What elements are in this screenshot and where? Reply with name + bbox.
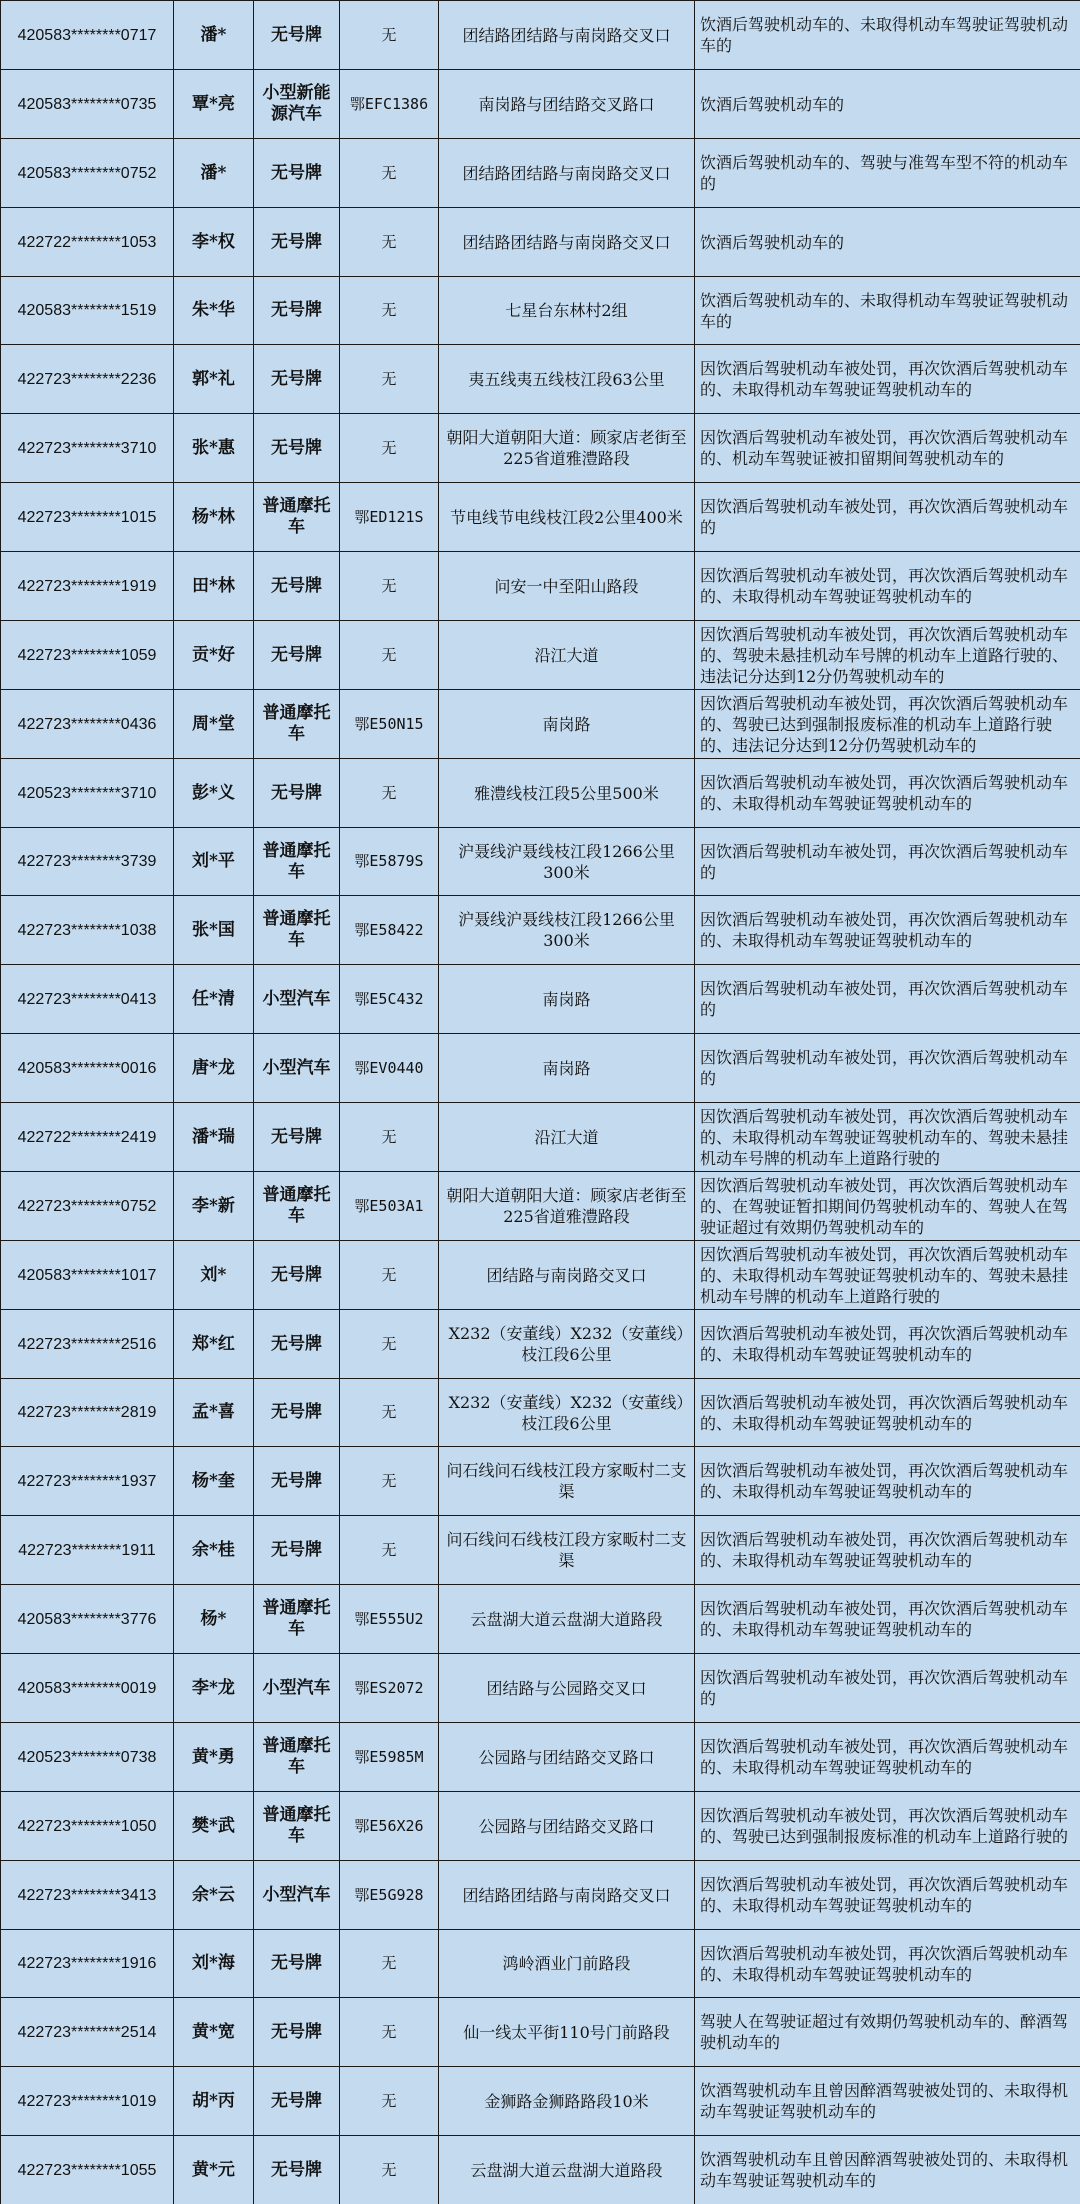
violation-cell: 因饮酒后驾驶机动车被处罚，再次饮酒后驾驶机动车的、未取得机动车驾驶证驾驶机动车的 xyxy=(695,552,1080,621)
vehicle-type-cell: 无号牌 xyxy=(254,1447,340,1516)
id-number-cell: 420523********0738 xyxy=(1,1723,174,1792)
table-row xyxy=(1,1241,1080,1310)
violation-cell: 因饮酒后驾驶机动车被处罚，再次饮酒后驾驶机动车的、机动车驾驶证被扣留期间驾驶机动车的 xyxy=(695,414,1080,483)
driver-name-cell: 胡*丙 xyxy=(174,2067,254,2136)
driver-name-cell: 潘* xyxy=(174,1,254,70)
location-cell: X232（安董线）X232（安董线）枝江段6公里 xyxy=(439,1310,695,1379)
plate-number-cell: 无 xyxy=(340,1,439,70)
vehicle-type-cell: 普通摩托车 xyxy=(254,896,340,965)
id-number-cell: 422723********1911 xyxy=(1,1516,174,1585)
driver-name-cell: 贡*好 xyxy=(174,621,254,690)
plate-number-cell: 鄂ED121S xyxy=(340,483,439,552)
vehicle-type-cell: 小型汽车 xyxy=(254,965,340,1034)
location-cell: 金狮路金狮路路段10米 xyxy=(439,2067,695,2136)
plate-number-cell: 无 xyxy=(340,759,439,828)
vehicle-type-cell: 小型汽车 xyxy=(254,1861,340,1930)
table-row xyxy=(1,1654,1080,1723)
violation-cell: 因饮酒后驾驶机动车被处罚，再次饮酒后驾驶机动车的、未取得机动车驾驶证驾驶机动车的 xyxy=(695,1585,1080,1654)
id-number-cell: 420583********3776 xyxy=(1,1585,174,1654)
driver-name-cell: 樊*武 xyxy=(174,1792,254,1861)
location-cell: 沪聂线沪聂线枝江段1266公里300米 xyxy=(439,896,695,965)
id-number-cell: 422723********2514 xyxy=(1,1998,174,2067)
id-number-cell: 422723********2819 xyxy=(1,1379,174,1447)
violation-cell: 饮酒后驾驶机动车的、未取得机动车驾驶证驾驶机动车的 xyxy=(695,277,1080,345)
violation-cell: 因饮酒后驾驶机动车被处罚，再次饮酒后驾驶机动车的、未取得机动车驾驶证驾驶机动车的 xyxy=(695,1447,1080,1516)
id-number-cell: 422723********1937 xyxy=(1,1447,174,1516)
vehicle-type-cell: 无号牌 xyxy=(254,1310,340,1379)
vehicle-type-cell: 小型新能源汽车 xyxy=(254,70,340,139)
driver-name-cell: 张*国 xyxy=(174,896,254,965)
location-cell: 团结路团结路与南岗路交叉口 xyxy=(439,1,695,70)
driver-name-cell: 周*堂 xyxy=(174,690,254,759)
id-number-cell: 422723********1019 xyxy=(1,2067,174,2136)
driver-name-cell: 李*新 xyxy=(174,1172,254,1241)
id-number-cell: 420583********0019 xyxy=(1,1654,174,1723)
violation-cell: 因饮酒后驾驶机动车被处罚，再次饮酒后驾驶机动车的、驾驶已达到强制报废标准的机动车上道路行驶的 xyxy=(695,1792,1080,1861)
plate-number-cell: 无 xyxy=(340,1241,439,1310)
vehicle-type-cell: 普通摩托车 xyxy=(254,1723,340,1792)
table-row xyxy=(1,1998,1080,2067)
location-cell: 团结路与公园路交叉口 xyxy=(439,1654,695,1723)
table-row xyxy=(1,139,1080,208)
vehicle-type-cell: 无号牌 xyxy=(254,1,340,70)
plate-number-cell: 无 xyxy=(340,2136,439,2204)
table-row xyxy=(1,1585,1080,1654)
location-cell: 雅澧线枝江段5公里500米 xyxy=(439,759,695,828)
table-row xyxy=(1,70,1080,139)
driver-name-cell: 刘*海 xyxy=(174,1930,254,1998)
table-row xyxy=(1,690,1080,759)
location-cell: 云盘湖大道云盘湖大道路段 xyxy=(439,2136,695,2204)
table-row xyxy=(1,1172,1080,1241)
vehicle-type-cell: 无号牌 xyxy=(254,2067,340,2136)
violation-cell: 因饮酒后驾驶机动车被处罚，再次饮酒后驾驶机动车的 xyxy=(695,1654,1080,1723)
table-row xyxy=(1,552,1080,621)
records-body xyxy=(1,1,1080,2204)
vehicle-type-cell: 无号牌 xyxy=(254,1516,340,1585)
table-row xyxy=(1,896,1080,965)
table-row xyxy=(1,1,1080,70)
plate-number-cell: 无 xyxy=(340,1998,439,2067)
location-cell: 问安一中至阳山路段 xyxy=(439,552,695,621)
violation-cell: 因饮酒后驾驶机动车被处罚，再次饮酒后驾驶机动车的 xyxy=(695,1034,1080,1103)
driver-name-cell: 覃*亮 xyxy=(174,70,254,139)
driver-name-cell: 黄*勇 xyxy=(174,1723,254,1792)
driver-name-cell: 余*云 xyxy=(174,1861,254,1930)
location-cell: 问石线问石线枝江段方家畈村二支渠 xyxy=(439,1516,695,1585)
vehicle-type-cell: 普通摩托车 xyxy=(254,1585,340,1654)
table-row xyxy=(1,1930,1080,1998)
table-row xyxy=(1,1447,1080,1516)
location-cell: 南岗路与团结路交叉路口 xyxy=(439,70,695,139)
driver-name-cell: 郭*礼 xyxy=(174,345,254,414)
vehicle-type-cell: 无号牌 xyxy=(254,2136,340,2204)
violation-cell: 饮酒驾驶机动车且曾因醉酒驾驶被处罚的、未取得机动车驾驶证驾驶机动车的 xyxy=(695,2067,1080,2136)
violation-cell: 因饮酒后驾驶机动车被处罚，再次饮酒后驾驶机动车的、驾驶未悬挂机动车号牌的机动车上道路行驶的、违法记分达到12分仍驾驶机动车的 xyxy=(695,621,1080,690)
location-cell: 南岗路 xyxy=(439,1034,695,1103)
location-cell: 南岗路 xyxy=(439,965,695,1034)
vehicle-type-cell: 无号牌 xyxy=(254,139,340,208)
violation-cell: 因饮酒后驾驶机动车被处罚，再次饮酒后驾驶机动车的、未取得机动车驾驶证驾驶机动车的、驾驶未悬挂机动车号牌的机动车上道路行驶的 xyxy=(695,1241,1080,1310)
plate-number-cell: 无 xyxy=(340,1516,439,1585)
violation-cell: 因饮酒后驾驶机动车被处罚，再次饮酒后驾驶机动车的、在驾驶证暂扣期间仍驾驶机动车的、驾驶人在驾驶证超过有效期仍驾驶机动车的 xyxy=(695,1172,1080,1241)
id-number-cell: 422722********1053 xyxy=(1,208,174,277)
driver-name-cell: 黄*宽 xyxy=(174,1998,254,2067)
driver-name-cell: 彭*义 xyxy=(174,759,254,828)
location-cell: 朝阳大道朝阳大道：顾家店老街至225省道雅澧路段 xyxy=(439,414,695,483)
vehicle-type-cell: 无号牌 xyxy=(254,1241,340,1310)
vehicle-type-cell: 无号牌 xyxy=(254,277,340,345)
driver-name-cell: 孟*喜 xyxy=(174,1379,254,1447)
plate-number-cell: 鄂ES2072 xyxy=(340,1654,439,1723)
vehicle-type-cell: 无号牌 xyxy=(254,759,340,828)
location-cell: 公园路与团结路交叉路口 xyxy=(439,1723,695,1792)
violation-cell: 因饮酒后驾驶机动车被处罚，再次饮酒后驾驶机动车的、未取得机动车驾驶证驾驶机动车的 xyxy=(695,1516,1080,1585)
violation-cell: 因饮酒后驾驶机动车被处罚，再次饮酒后驾驶机动车的、未取得机动车驾驶证驾驶机动车的 xyxy=(695,1379,1080,1447)
location-cell: 团结路团结路与南岗路交叉口 xyxy=(439,208,695,277)
plate-number-cell: 鄂E50N15 xyxy=(340,690,439,759)
driver-name-cell: 潘*瑞 xyxy=(174,1103,254,1172)
plate-number-cell: 鄂E5879S xyxy=(340,828,439,896)
table-row xyxy=(1,1792,1080,1861)
plate-number-cell: 鄂EV0440 xyxy=(340,1034,439,1103)
plate-number-cell: 无 xyxy=(340,414,439,483)
id-number-cell: 422723********3710 xyxy=(1,414,174,483)
location-cell: 问石线问石线枝江段方家畈村二支渠 xyxy=(439,1447,695,1516)
id-number-cell: 422723********0752 xyxy=(1,1172,174,1241)
location-cell: 团结路团结路与南岗路交叉口 xyxy=(439,139,695,208)
id-number-cell: 420583********1519 xyxy=(1,277,174,345)
violation-cell: 因饮酒后驾驶机动车被处罚，再次饮酒后驾驶机动车的、未取得机动车驾驶证驾驶机动车的 xyxy=(695,1930,1080,1998)
table-row xyxy=(1,1379,1080,1447)
id-number-cell: 422723********2516 xyxy=(1,1310,174,1379)
plate-number-cell: 无 xyxy=(340,1103,439,1172)
plate-number-cell: 鄂E555U2 xyxy=(340,1585,439,1654)
plate-number-cell: 无 xyxy=(340,1310,439,1379)
table-row xyxy=(1,828,1080,896)
location-cell: 沪聂线沪聂线枝江段1266公里300米 xyxy=(439,828,695,896)
location-cell: 南岗路 xyxy=(439,690,695,759)
driver-name-cell: 黄*元 xyxy=(174,2136,254,2204)
table-row xyxy=(1,759,1080,828)
location-cell: 七星台东林村2组 xyxy=(439,277,695,345)
id-number-cell: 420583********0735 xyxy=(1,70,174,139)
plate-number-cell: 无 xyxy=(340,345,439,414)
plate-number-cell: 鄂E5G928 xyxy=(340,1861,439,1930)
vehicle-type-cell: 普通摩托车 xyxy=(254,1172,340,1241)
id-number-cell: 420523********3710 xyxy=(1,759,174,828)
plate-number-cell: 鄂E56X26 xyxy=(340,1792,439,1861)
vehicle-type-cell: 小型汽车 xyxy=(254,1654,340,1723)
location-cell: 公园路与团结路交叉路口 xyxy=(439,1792,695,1861)
table-row xyxy=(1,2136,1080,2204)
driver-name-cell: 任*清 xyxy=(174,965,254,1034)
location-cell: 团结路与南岗路交叉口 xyxy=(439,1241,695,1310)
id-number-cell: 422722********2419 xyxy=(1,1103,174,1172)
id-number-cell: 422723********1050 xyxy=(1,1792,174,1861)
table-row xyxy=(1,1516,1080,1585)
id-number-cell: 422723********3739 xyxy=(1,828,174,896)
table-row xyxy=(1,345,1080,414)
location-cell: 仙一线太平街110号门前路段 xyxy=(439,1998,695,2067)
violation-cell: 饮酒后驾驶机动车的、未取得机动车驾驶证驾驶机动车的 xyxy=(695,1,1080,70)
plate-number-cell: 无 xyxy=(340,1930,439,1998)
id-number-cell: 420583********0717 xyxy=(1,1,174,70)
location-cell: 朝阳大道朝阳大道：顾家店老街至225省道雅澧路段 xyxy=(439,1172,695,1241)
driver-name-cell: 杨*奎 xyxy=(174,1447,254,1516)
driver-name-cell: 余*桂 xyxy=(174,1516,254,1585)
vehicle-type-cell: 无号牌 xyxy=(254,552,340,621)
violation-cell: 饮酒后驾驶机动车的 xyxy=(695,70,1080,139)
plate-number-cell: 无 xyxy=(340,2067,439,2136)
plate-number-cell: 无 xyxy=(340,277,439,345)
violation-cell: 因饮酒后驾驶机动车被处罚，再次饮酒后驾驶机动车的、未取得机动车驾驶证驾驶机动车的 xyxy=(695,759,1080,828)
id-number-cell: 422723********1916 xyxy=(1,1930,174,1998)
violation-cell: 饮酒后驾驶机动车的 xyxy=(695,208,1080,277)
table-row xyxy=(1,1310,1080,1379)
vehicle-type-cell: 无号牌 xyxy=(254,1379,340,1447)
table-row xyxy=(1,1861,1080,1930)
vehicle-type-cell: 无号牌 xyxy=(254,621,340,690)
violation-cell: 驾驶人在驾驶证超过有效期仍驾驶机动车的、醉酒驾驶机动车的 xyxy=(695,1998,1080,2067)
driver-name-cell: 刘*平 xyxy=(174,828,254,896)
vehicle-type-cell: 无号牌 xyxy=(254,1103,340,1172)
location-cell: 节电线节电线枝江段2公里400米 xyxy=(439,483,695,552)
plate-number-cell: 无 xyxy=(340,621,439,690)
violation-cell: 因饮酒后驾驶机动车被处罚，再次饮酒后驾驶机动车的、未取得机动车驾驶证驾驶机动车的 xyxy=(695,1310,1080,1379)
id-number-cell: 422723********2236 xyxy=(1,345,174,414)
violation-cell: 因饮酒后驾驶机动车被处罚，再次饮酒后驾驶机动车的、未取得机动车驾驶证驾驶机动车的、驾驶未悬挂机动车号牌的机动车上道路行驶的 xyxy=(695,1103,1080,1172)
table-row xyxy=(1,965,1080,1034)
violation-cell: 因饮酒后驾驶机动车被处罚，再次饮酒后驾驶机动车的、未取得机动车驾驶证驾驶机动车的 xyxy=(695,896,1080,965)
driver-name-cell: 田*林 xyxy=(174,552,254,621)
plate-number-cell: 无 xyxy=(340,552,439,621)
violation-cell: 饮酒驾驶机动车且曾因醉酒驾驶被处罚的、未取得机动车驾驶证驾驶机动车的 xyxy=(695,2136,1080,2204)
plate-number-cell: 鄂E5985M xyxy=(340,1723,439,1792)
violation-cell: 因饮酒后驾驶机动车被处罚，再次饮酒后驾驶机动车的、驾驶已达到强制报废标准的机动车上道路行驶的、违法记分达到12分仍驾驶机动车的 xyxy=(695,690,1080,759)
location-cell: 沿江大道 xyxy=(439,1103,695,1172)
plate-number-cell: 鄂EFC1386 xyxy=(340,70,439,139)
location-cell: X232（安董线）X232（安董线）枝江段6公里 xyxy=(439,1379,695,1447)
violation-cell: 因饮酒后驾驶机动车被处罚，再次饮酒后驾驶机动车的 xyxy=(695,828,1080,896)
vehicle-type-cell: 普通摩托车 xyxy=(254,690,340,759)
vehicle-type-cell: 普通摩托车 xyxy=(254,828,340,896)
violation-cell: 饮酒后驾驶机动车的、驾驶与准驾车型不符的机动车的 xyxy=(695,139,1080,208)
vehicle-type-cell: 无号牌 xyxy=(254,414,340,483)
driver-name-cell: 刘* xyxy=(174,1241,254,1310)
table-row xyxy=(1,2067,1080,2136)
driver-name-cell: 李*权 xyxy=(174,208,254,277)
id-number-cell: 422723********1919 xyxy=(1,552,174,621)
location-cell: 沿江大道 xyxy=(439,621,695,690)
vehicle-type-cell: 无号牌 xyxy=(254,1930,340,1998)
driver-name-cell: 郑*红 xyxy=(174,1310,254,1379)
vehicle-type-cell: 普通摩托车 xyxy=(254,1792,340,1861)
id-number-cell: 422723********1059 xyxy=(1,621,174,690)
violation-cell: 因饮酒后驾驶机动车被处罚，再次饮酒后驾驶机动车的、未取得机动车驾驶证驾驶机动车的 xyxy=(695,1861,1080,1930)
table-row xyxy=(1,277,1080,345)
violation-cell: 因饮酒后驾驶机动车被处罚，再次饮酒后驾驶机动车的 xyxy=(695,483,1080,552)
plate-number-cell: 无 xyxy=(340,1379,439,1447)
driver-name-cell: 潘* xyxy=(174,139,254,208)
id-number-cell: 422723********3413 xyxy=(1,1861,174,1930)
id-number-cell: 420583********1017 xyxy=(1,1241,174,1310)
table-row xyxy=(1,1723,1080,1792)
vehicle-type-cell: 普通摩托车 xyxy=(254,483,340,552)
plate-number-cell: 鄂E503A1 xyxy=(340,1172,439,1241)
vehicle-type-cell: 小型汽车 xyxy=(254,1034,340,1103)
table-row xyxy=(1,208,1080,277)
table-row xyxy=(1,1034,1080,1103)
table-row xyxy=(1,414,1080,483)
id-number-cell: 422723********1038 xyxy=(1,896,174,965)
driver-name-cell: 杨* xyxy=(174,1585,254,1654)
violation-cell: 因饮酒后驾驶机动车被处罚，再次饮酒后驾驶机动车的、未取得机动车驾驶证驾驶机动车的 xyxy=(695,1723,1080,1792)
location-cell: 团结路团结路与南岗路交叉口 xyxy=(439,1861,695,1930)
location-cell: 夷五线夷五线枝江段63公里 xyxy=(439,345,695,414)
location-cell: 云盘湖大道云盘湖大道路段 xyxy=(439,1585,695,1654)
violation-cell: 因饮酒后驾驶机动车被处罚，再次饮酒后驾驶机动车的、未取得机动车驾驶证驾驶机动车的 xyxy=(695,345,1080,414)
id-number-cell: 422723********0413 xyxy=(1,965,174,1034)
plate-number-cell: 无 xyxy=(340,139,439,208)
table-row xyxy=(1,483,1080,552)
driver-name-cell: 张*惠 xyxy=(174,414,254,483)
vehicle-type-cell: 无号牌 xyxy=(254,1998,340,2067)
location-cell: 鸿岭酒业门前路段 xyxy=(439,1930,695,1998)
driver-name-cell: 唐*龙 xyxy=(174,1034,254,1103)
id-number-cell: 420583********0016 xyxy=(1,1034,174,1103)
driver-name-cell: 杨*林 xyxy=(174,483,254,552)
id-number-cell: 420583********0752 xyxy=(1,139,174,208)
id-number-cell: 422723********1015 xyxy=(1,483,174,552)
driver-name-cell: 李*龙 xyxy=(174,1654,254,1723)
vehicle-type-cell: 无号牌 xyxy=(254,345,340,414)
driver-name-cell: 朱*华 xyxy=(174,277,254,345)
table-row xyxy=(1,1103,1080,1172)
plate-number-cell: 无 xyxy=(340,1447,439,1516)
plate-number-cell: 无 xyxy=(340,208,439,277)
id-number-cell: 422723********1055 xyxy=(1,2136,174,2204)
plate-number-cell: 鄂E58422 xyxy=(340,896,439,965)
id-number-cell: 422723********0436 xyxy=(1,690,174,759)
violation-cell: 因饮酒后驾驶机动车被处罚，再次饮酒后驾驶机动车的 xyxy=(695,965,1080,1034)
plate-number-cell: 鄂E5C432 xyxy=(340,965,439,1034)
table-row xyxy=(1,621,1080,690)
vehicle-type-cell: 无号牌 xyxy=(254,208,340,277)
